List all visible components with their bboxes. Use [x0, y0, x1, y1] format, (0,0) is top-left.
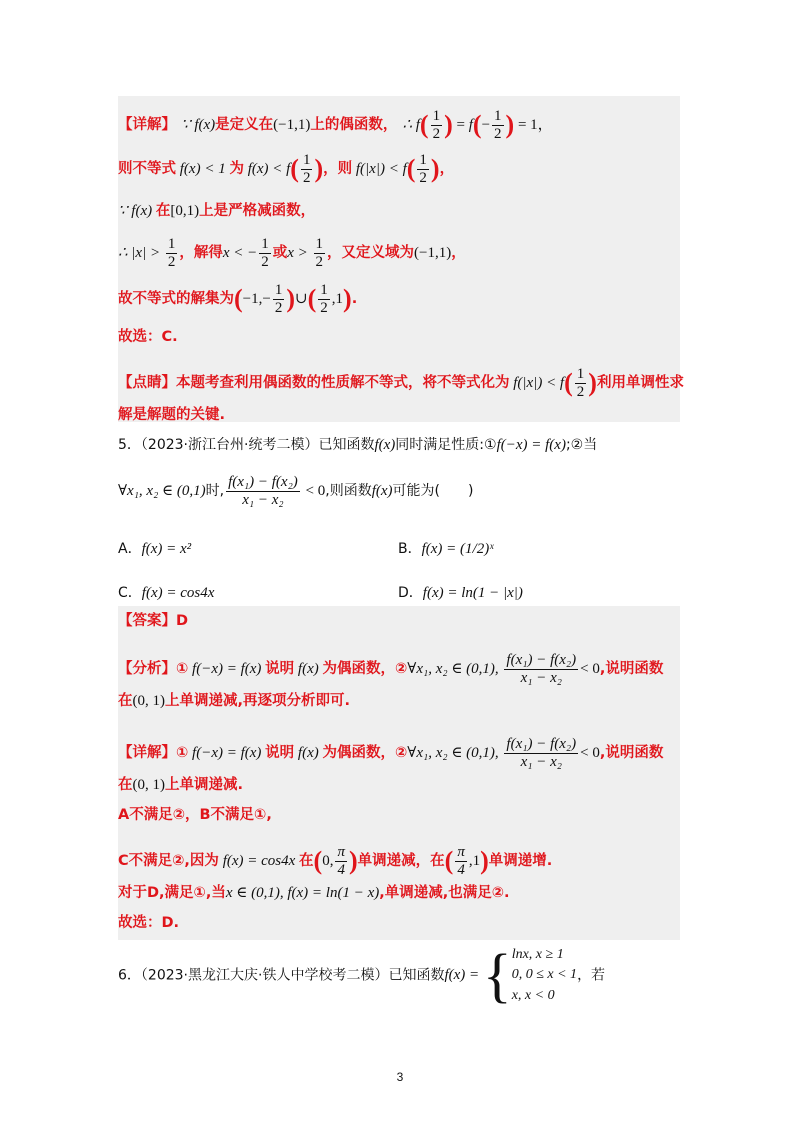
ab-line: A不满足②，B不满足①, [118, 807, 272, 823]
detail-line-4: ∴ |x| > $\frac{1}{2}$ ，解得x < − $\frac{1}{2}$ 或x > $\frac{1}{2}$ ，又定义域为(−1,1)， [118, 236, 466, 270]
detail-line-2: 则不等式 f(x) < 1 为 f(x) < f( $\frac{1}{2}$ )，则 f(|x|) < f( $\frac{1}{2}$ )， [118, 152, 455, 186]
q5-stem-line-1: 5．（2023·浙江台州·统考二模）已知函数f(x)同时满足性质:①f(−x) = f(x);②当 [118, 437, 598, 453]
detail2-line-2: 在(0, 1)上单调递减. [118, 777, 244, 793]
c-line: C不满足②,因为 f(x) = cos4x 在(0, $\frac{\pi}{4}$ )单调递减，在( $\frac{\pi}{4}$ ,1)单调递增. [118, 844, 553, 878]
answer-line: 【答案】D [118, 613, 189, 629]
detail2-line-1: 【详解】① f(−x) = f(x) 说明 f(x) 为偶函数，②∀x₁, x₂ ∈ (0,1), $\frac{\text{f(x₁) − f(x₂)}}{\text{x₁ − x₂}}$ < 0,说明函数 [118, 736, 664, 770]
detail-tag: 【详解】 [118, 117, 176, 133]
detail-line-3: ∵ f(x) 在[0,1)上是严格减函数， [118, 203, 316, 219]
q5-option-c[interactable]: C．f(x) = cos4x [118, 585, 215, 601]
q5-option-d[interactable]: D．f(x) = ln(1 − |x|) [398, 585, 523, 601]
q5-stem-line-2: ∀x₁, x₂ ∈ (0,1)时, $\frac{\text{f(x₁) − f(x₂)}}{\text{x₁ − x₂}}$ < 0,则函数f(x)可能为( ) [118, 474, 474, 508]
choice-c-line: 故选：C. [118, 329, 178, 345]
d-line: 对于D,满足①,当x ∈ (0,1), f(x) = ln(1 − x),单调递减,也满足②. [118, 885, 510, 901]
page-number: 3 [396, 1070, 404, 1084]
q5-option-a[interactable]: A．f(x) = x² [118, 541, 192, 557]
q5-option-b[interactable]: B．f(x) = (1/2)ˣ [398, 541, 494, 557]
q6-stem: 6．（2023·黑龙江大庆·铁人中学校考二模）已知函数f(x) = { lnx, x ≥ 1 0, 0 ≤ x < 1 x, x < 0 ，若 [118, 942, 606, 1009]
detail-line-5: 故不等式的解集为(−1,− $\frac{1}{2}$ )∪( $\frac{1}{2}$ ,1). [118, 282, 358, 316]
analysis-line-1: 【分析】① f(−x) = f(x) 说明 f(x) 为偶函数，②∀x₁, x₂ ∈ (0,1), $\frac{\text{f(x₁) − f(x₂)}}{\text{x₁ − x₂}}$ < 0,说明函数 [118, 652, 664, 686]
remark-line-1: 【点睛】本题考查利用偶函数的性质解不等式，将不等式化为 f(|x|) < f( $\frac{1}{2}$ )利用单调性求 [118, 366, 684, 400]
analysis-line-2: 在(0, 1)上单调递减,再逐项分析即可. [118, 693, 351, 709]
remark-line-2: 解是解题的关键. [118, 407, 226, 423]
choice-d-line: 故选：D. [118, 915, 180, 931]
detail-line-1: 【详解】 ∵ f(x)是定义在(−1,1)上的偶函数， ∴ f( $\frac{1}{2}$ ) = f(− $\frac{1}{2}$ ) = 1， [118, 108, 553, 142]
